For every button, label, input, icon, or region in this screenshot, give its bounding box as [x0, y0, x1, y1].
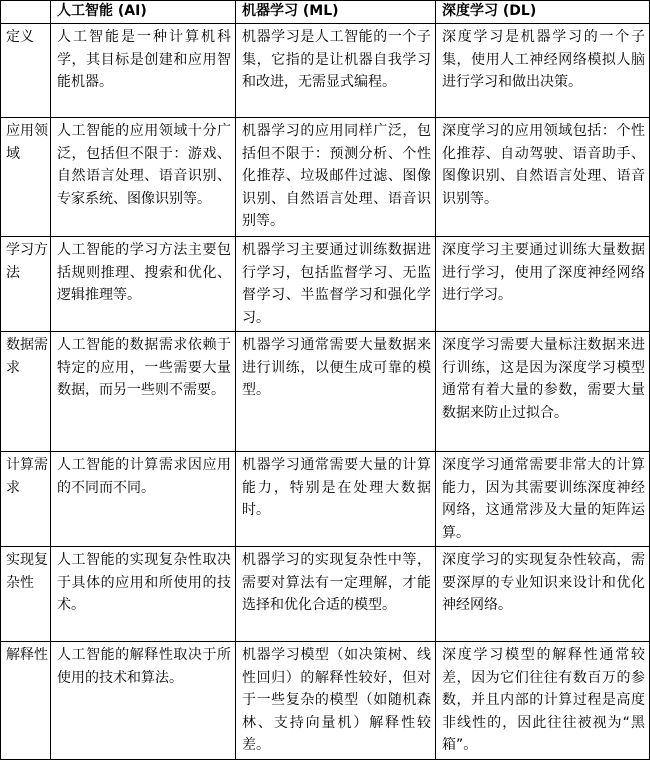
cell-ml: 机器学习通常需要大量的计算能力，特别是在处理大数据时。 — [236, 452, 436, 547]
header-cell-corner — [1, 1, 51, 24]
header-cell-ml: 机器学习 (ML) — [236, 1, 436, 24]
table-row-interpretability — [1, 642, 650, 760]
cell-dl: 深度学习通常需要非常大的计算能力，因为其需要训练深度神经网络，这通常涉及大量的矩阵运算。 — [436, 452, 650, 547]
cell-dl: 深度学习的实现复杂性较高，需要深厚的专业知识来设计和优化神经网络。 — [436, 547, 650, 642]
cell-dl: 深度学习主要通过训练大量数据进行学习，使用了深度神经网络进行学习。 — [436, 237, 650, 332]
cell-ai: 人工智能的实现复杂性取决于具体的应用和所使用的技术。 — [51, 547, 236, 642]
table-row-learning-method — [1, 237, 650, 332]
row-label: 计算需求 — [1, 452, 51, 547]
cell-dl: 深度学习的应用领域包括：个性化推荐、自动驾驶、语音助手、图像识别、自然语言处理、语音识别等。 — [436, 118, 650, 237]
row-label: 实现复杂性 — [1, 547, 51, 642]
header-row — [1, 1, 650, 24]
row-label: 解释性 — [1, 642, 51, 760]
cell-ml: 机器学习的应用同样广泛，包括但不限于：预测分析、个性化推荐、垃圾邮件过滤、图像识别、自然语言处理、语音识别等。 — [236, 118, 436, 237]
cell-dl: 深度学习是机器学习的一个子集，使用人工神经网络模拟人脑进行学习和做出决策。 — [436, 24, 650, 118]
table-row-complexity — [1, 547, 650, 642]
cell-ai: 人工智能是一种计算机科学，其目标是创建和应用智能机器。 — [51, 24, 236, 118]
row-label: 应用领域 — [1, 118, 51, 237]
cell-ml: 机器学习的实现复杂性中等，需要对算法有一定理解，才能选择和优化合适的模型。 — [236, 547, 436, 642]
row-label: 定义 — [1, 24, 51, 118]
cell-ai: 人工智能的数据需求依赖于特定的应用，一些需要大量数据，而另一些则不需要。 — [51, 332, 236, 452]
table-row-data-requirement — [1, 332, 650, 452]
cell-dl: 深度学习模型的解释性通常较差，因为它们往往有数百万的参数，并且内部的计算过程是高度非线性的，因此往往被视为“黑箱”。 — [436, 642, 650, 760]
table-row-compute-requirement — [1, 452, 650, 547]
cell-ai: 人工智能的应用领域十分广泛，包括但不限于：游戏、自然语言处理、语音识别、专家系统、图像识别等。 — [51, 118, 236, 237]
cell-ai: 人工智能的计算需求因应用的不同而不同。 — [51, 452, 236, 547]
cell-ai: 人工智能的学习方法主要包括规则推理、搜索和优化、逻辑推理等。 — [51, 237, 236, 332]
table-row-application — [1, 118, 650, 237]
table-row-definition — [1, 24, 650, 118]
header-cell-dl: 深度学习 (DL) — [436, 1, 650, 24]
cell-ml: 机器学习是人工智能的一个子集，它指的是让机器自我学习和改进，无需显式编程。 — [236, 24, 436, 118]
header-cell-ai: 人工智能 (AI) — [51, 1, 236, 24]
cell-dl: 深度学习需要大量标注数据来进行训练，这是因为深度学习模型通常有着大量的参数，需要大量数据来防止过拟合。 — [436, 332, 650, 452]
cell-ml: 机器学习通常需要大量数据来进行训练，以便生成可靠的模型。 — [236, 332, 436, 452]
cell-ml: 机器学习主要通过训练数据进行学习，包括监督学习、无监督学习、半监督学习和强化学习。 — [236, 237, 436, 332]
cell-ml: 机器学习模型（如决策树、线性回归）的解释性较好，但对于一些复杂的模型（如随机森林、支持向量机）解释性较差。 — [236, 642, 436, 760]
row-label: 数据需求 — [1, 332, 51, 452]
cell-ai: 人工智能的解释性取决于所使用的技术和算法。 — [51, 642, 236, 760]
row-label: 学习方法 — [1, 237, 51, 332]
